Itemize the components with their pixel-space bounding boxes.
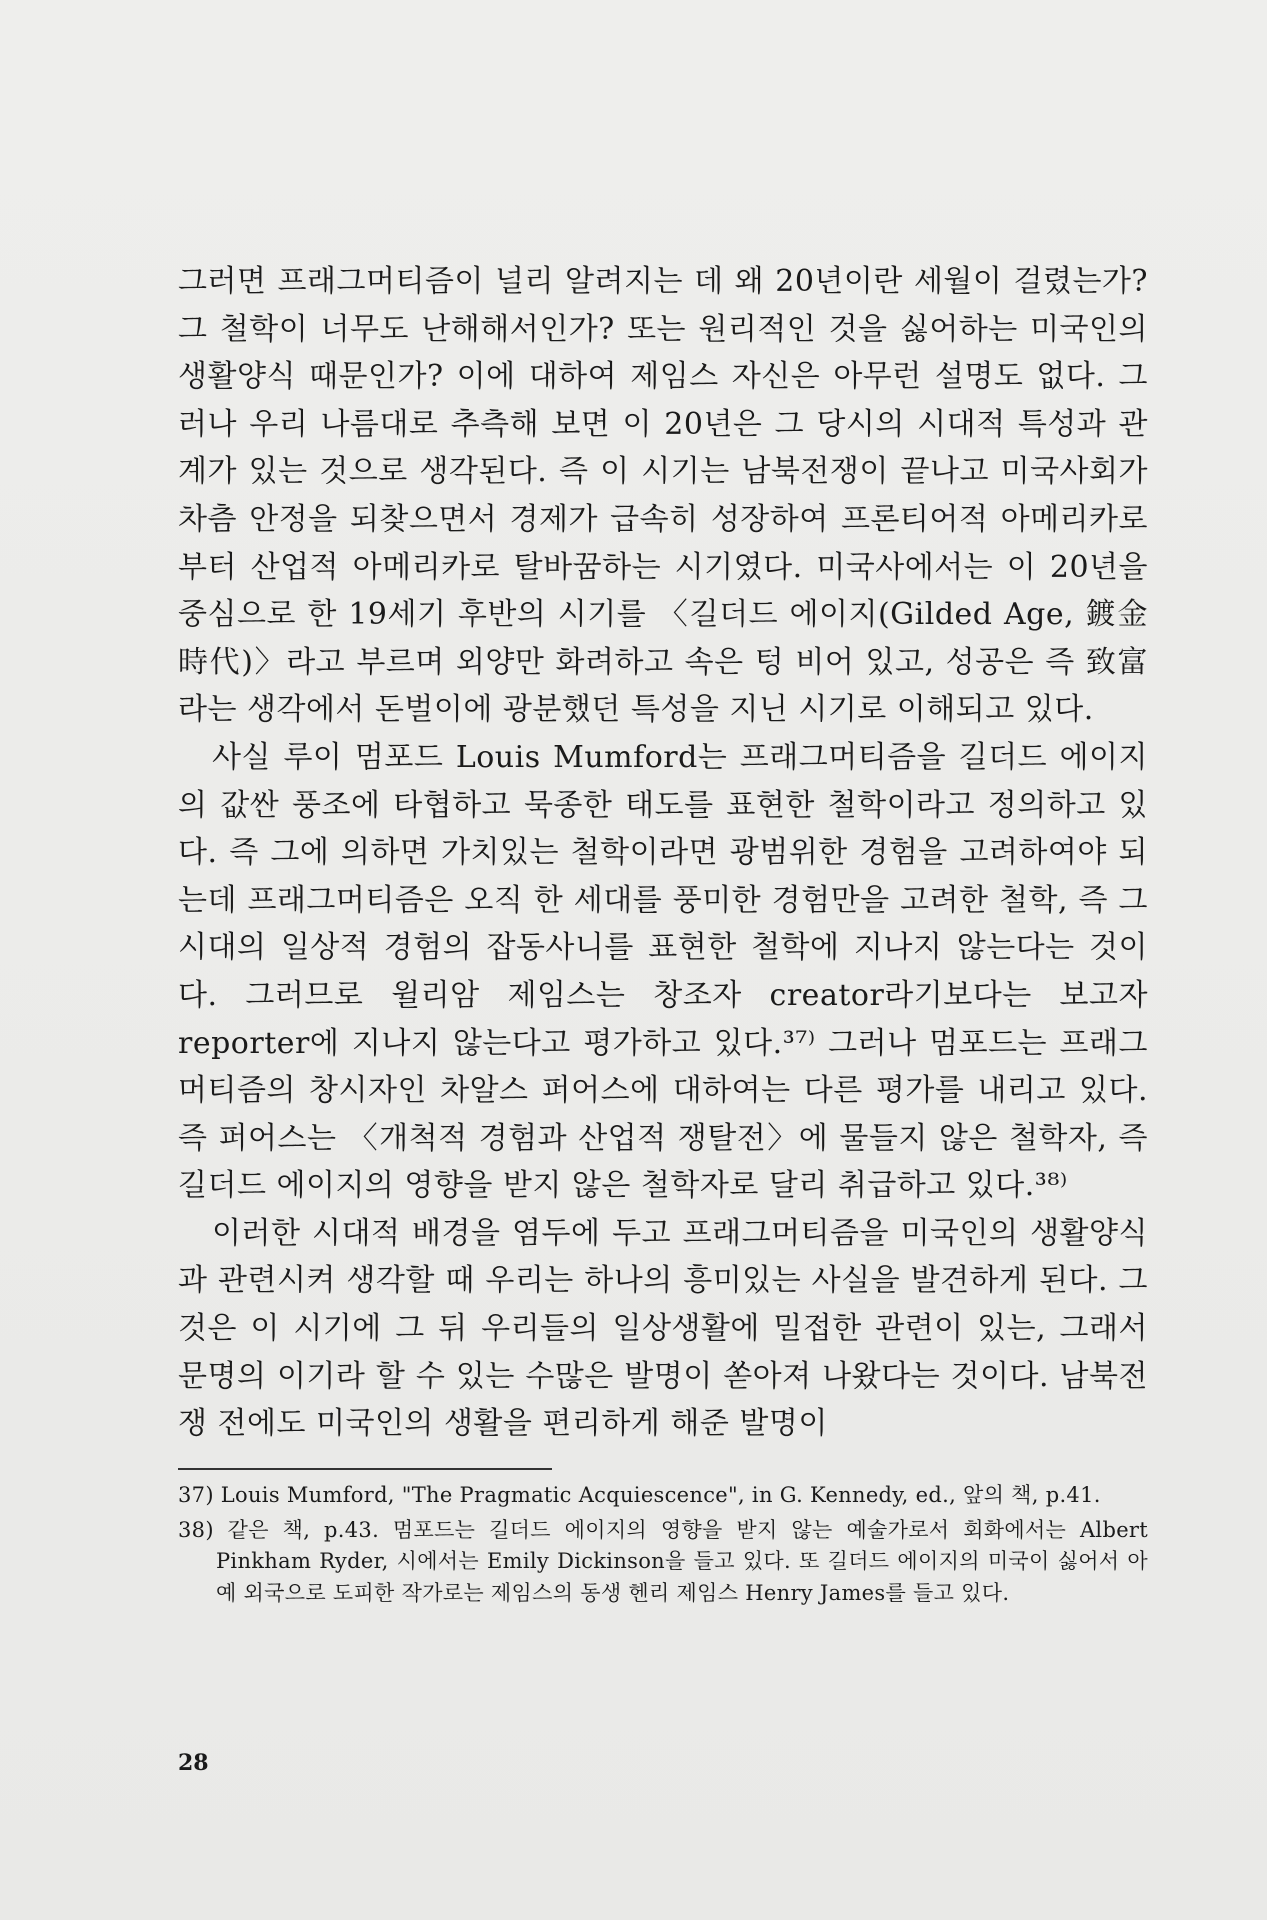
paragraph-1: 그러면 프래그머티즘이 널리 알려지는 데 왜 20년이란 세월이 걸렸는가? 그 철학이 너무도 난해해서인가? 또는 원리적인 것을 싫어하는 미국인의 생활양식 때문인가? 이에 대하여 제임스 자신은 아무런 설명도 없다. 그러나 우리 나름대로 추측해 보면 이 20년은 그 당시의 시대적 특성과 관계가 있는 것으로 생각된다. 즉 이 시기는 남북전쟁이 끝나고 미국사회가 차츰 안정을 되찾으면서 경제가 급속히 성장하여 프론티어적 아메리카로부터 산업적 아메리카로 탈바꿈하는 시기였다. 미국사에서는 이 20년을 중심으로 한 19세기 후반의 시기를 〈길더드 에이지(Gilded Age, 鍍金時代)〉라고 부르며 외양만 화려하고 속은 텅 비어 있고, 성공은 즉 致富라는 생각에서 돈벌이에 광분했던 특성을 지닌 시기로 이해되고 있다.: [178, 264, 1149, 728]
footnote-divider: [178, 1468, 552, 1470]
footnotes: [178, 1480, 1148, 1612]
paragraph-2: 사실 루이 멈포드 Louis Mumford는 프래그머티즘을 길더드 에이지의 값싼 풍조에 타협하고 묵종한 태도를 표현한 철학이라고 정의하고 있다. 즉 그에 의하면 가치있는 철학이라면 광범위한 경험을 고려하여야 되는데 프래그머티즘은 오직 한 세대를 풍미한 경험만을 고려한 철학, 즉 그 시대의 일상적 경험의 잡동사니를 표현한 철학에 지나지 않는다는 것이다. 그러므로 윌리암 제임스는 창조자 creator라기보다는 보고자 reporter에 지나지 않는다고 평가하고 있다.³⁷⁾ 그러나 멈포드는 프래그머티즘의 창시자인 차알스 퍼어스에 대하여는 다른 평가를 내리고 있다. 즉 퍼어스는 〈개척적 경험과 산업적 쟁탈전〉에 물들지 않은 철학자, 즉 길더드 에이지의 영향을 받지 않은 철학자로 달리 취급하고 있다.³⁸⁾: [178, 739, 1148, 1204]
footnote-37: 37) Louis Mumford, "The Pragmatic Acquiescence", in G. Kennedy, ed., 앞의 책, p.41.: [178, 1483, 1101, 1507]
page-number: 28: [178, 1750, 209, 1776]
paragraph-3: 이러한 시대적 배경을 염두에 두고 프래그머티즘을 미국인의 생활양식과 관련시켜 생각할 때 우리는 하나의 흥미있는 사실을 발견하게 된다. 그것은 이 시기에 그 뒤 우리들의 일상생활에 밀접한 관련이 있는, 그래서 문명의 이기라 할 수 있는 수많은 발명이 쏟아져 나왔다는 것이다. 남북전쟁 전에도 미국인의 생활을 편리하게 해준 발명이: [178, 1215, 1148, 1442]
body-text: [178, 258, 1148, 1448]
footnote-38: 38) 같은 책, p.43. 멈포드는 길더드 에이지의 영향을 받지 않는 예술가로서 회화에서는 Albert Pinkham Ryder, 시에서는 Emily Dickinson을 들고 있다. 또 길더드 에이지의 미국이 싫어서 아예 외국으로 도피한 작가로는 제임스의 동생 헨리 제임스 Henry James를 들고 있다.: [178, 1517, 1148, 1605]
